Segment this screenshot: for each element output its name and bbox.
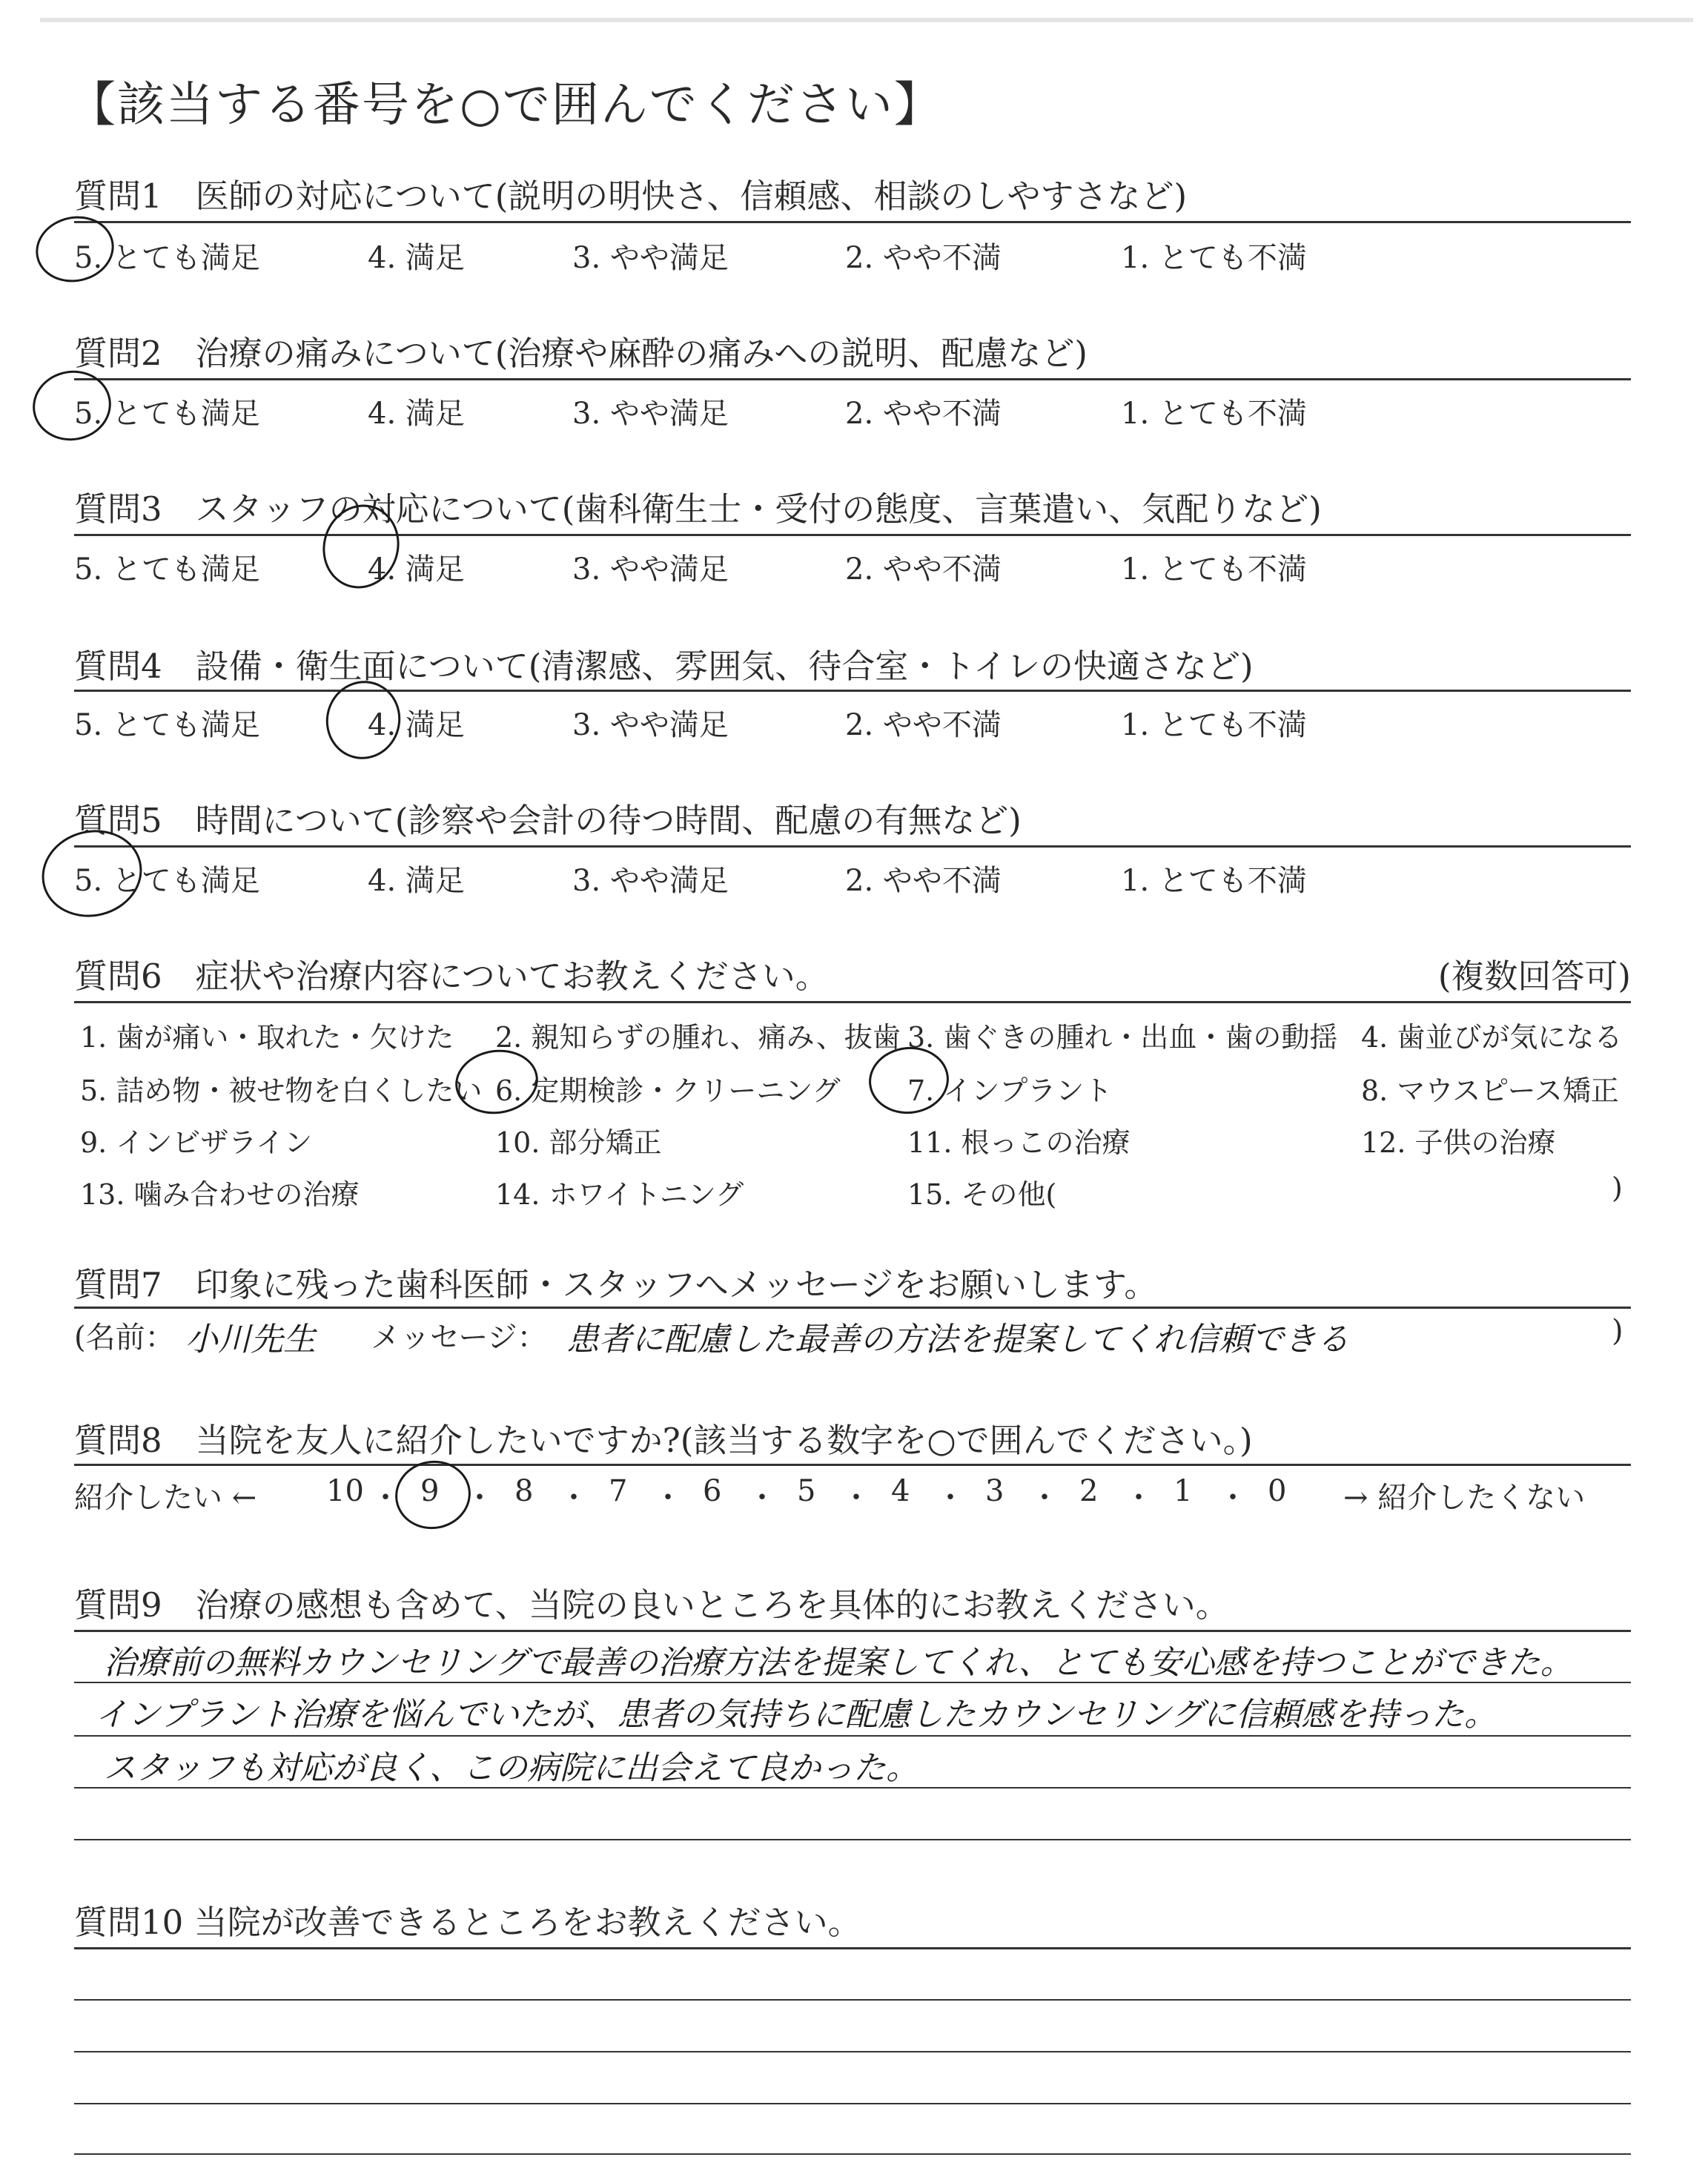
question-7-rule [74,1307,1631,1309]
q8-scale-separator: ・ [653,1481,683,1515]
q8-scale-separator: ・ [747,1481,777,1515]
q8-scale-8[interactable]: 8 [514,1474,534,1508]
q2-option-2[interactable]: 2. やや不満 [845,397,1002,431]
question-6-note: (複数回答可) [1437,957,1631,996]
question-9-line-4 [74,1839,1631,1840]
q4-option-1[interactable]: 1. とても不満 [1121,708,1307,742]
q4-option-4[interactable]: 4. 満足 [368,708,465,742]
question-1-rule [74,221,1631,223]
page-heading: 【該当する番号を○で囲んでください】 [68,78,943,133]
question-5-title: 質問5 時間について(診察や会計の待つ時間、配慮の有無など) [74,801,1022,840]
question-2-title: 質問2 治療の痛みについて(治療や麻酔の痛みへの説明、配慮など) [74,334,1088,373]
q3-option-5[interactable]: 5. とても満足 [74,552,260,587]
q8-scale-separator: ・ [1218,1481,1248,1515]
q6-option-9[interactable]: 9. インビザライン [80,1126,313,1159]
q4-option-3[interactable]: 3. やや満足 [572,708,729,742]
q1-option-4[interactable]: 4. 満足 [368,241,465,275]
question-3-rule [74,534,1631,536]
q6-option-10[interactable]: 10. 部分矯正 [495,1126,662,1159]
q8-scale-2[interactable]: 2 [1079,1474,1099,1508]
question-1-title: 質問1 医師の対応について(説明の明快さ、信頼感、相談のしやすさなど) [74,176,1188,216]
q6-option-6[interactable]: 6. 定期検診・クリーニング [495,1074,841,1107]
question-7-answer-line [74,1314,175,1356]
q6-option-15-close: ) [1612,1172,1623,1204]
q8-scale-0[interactable]: 0 [1268,1474,1287,1508]
q7-message-label: メッセージ： [371,1321,547,1355]
q8-right-label: → 紹介したくない [1343,1481,1586,1515]
question-10-line-3 [74,2103,1631,2104]
q8-scale-7[interactable]: 7 [609,1474,628,1508]
question-4-rule [74,690,1631,692]
q6-option-14[interactable]: 14. ホワイトニング [495,1178,744,1211]
q8-scale-separator: ・ [1124,1481,1153,1515]
question-10-line-2 [74,2051,1631,2052]
q8-scale-3[interactable]: 3 [985,1474,1004,1508]
q8-scale-separator: ・ [559,1481,589,1515]
q6-option-2[interactable]: 2. 親知らずの腫れ、痛み、抜歯 [495,1021,901,1054]
q1-option-1[interactable]: 1. とても不満 [1121,241,1307,275]
question-10-line-4 [74,2153,1631,2155]
q5-option-4[interactable]: 4. 満足 [368,864,465,898]
q1-option-5[interactable]: 5. とても満足 [74,241,260,275]
q8-selection-circle [390,1455,476,1535]
q1-option-3[interactable]: 3. やや満足 [572,241,729,275]
q3-option-3[interactable]: 3. やや満足 [572,552,729,587]
question-4-title: 質問4 設備・衛生面について(清潔感、雰囲気、待合室・トイレの快適さなど) [74,647,1254,686]
question-9-rule [74,1630,1631,1632]
q7-name-label: (名前： [74,1321,175,1355]
q3-option-2[interactable]: 2. やや不満 [845,552,1002,587]
q9-answer-line-3[interactable]: スタッフも対応が良く、この病院に出会えて良かった。 [104,1749,919,1787]
q6-option-3[interactable]: 3. 歯ぐきの腫れ・出血・歯の動揺 [907,1021,1338,1054]
q6-option-13[interactable]: 13. 噛み合わせの治療 [80,1178,360,1211]
q3-option-4[interactable]: 4. 満足 [368,552,465,587]
q8-scale-9[interactable]: 9 [420,1474,440,1508]
q6-option-1[interactable]: 1. 歯が痛い・取れた・欠けた [80,1021,454,1054]
q8-scale-5[interactable]: 5 [797,1474,816,1508]
q6-option-8[interactable]: 8. マウスピース矯正 [1361,1074,1619,1107]
q5-option-3[interactable]: 3. やや満足 [572,864,729,898]
q2-option-5[interactable]: 5. とても満足 [74,397,260,431]
q8-scale-separator: ・ [936,1481,965,1515]
q9-answer-line-2[interactable]: インプラント治療を悩んでいたが、患者の気持ちに配慮したカウンセリングに信頼感を持った。 [95,1696,1497,1734]
question-10-rule [74,1947,1631,1949]
q2-option-3[interactable]: 3. やや満足 [572,397,729,431]
q8-scale-separator: ・ [371,1481,400,1515]
q6-option-7[interactable]: 7. インプラント [907,1074,1113,1107]
question-9-title: 質問9 治療の感想も含めて、当院の良いところを具体的にお教えください。 [74,1585,1229,1625]
question-10-line-1 [74,1999,1631,2001]
q6-option-11[interactable]: 11. 根っこの治療 [907,1126,1131,1159]
q8-scale-separator: ・ [1030,1481,1059,1515]
q8-left-label: 紹介したい ← [74,1481,257,1515]
top-edge [40,18,1693,22]
q5-option-1[interactable]: 1. とても不満 [1121,864,1307,898]
q8-scale-separator: ・ [465,1481,494,1515]
question-6-rule [74,1001,1631,1003]
q2-option-4[interactable]: 4. 満足 [368,397,465,431]
question-10-title: 質問10 当院が改善できるところをお教えください。 [74,1903,861,1942]
q5-option-5[interactable]: 5. とても満足 [74,864,260,898]
q6-option-5[interactable]: 5. 詰め物・被せ物を白くしたい [80,1074,483,1107]
q7-name-value[interactable]: 小川先生 [185,1321,316,1358]
q2-selection-circle [27,365,117,447]
q7-message-value[interactable]: 患者に配慮した最善の方法を提案してくれ信頼できる [566,1321,1349,1358]
q7-close-paren: ) [1612,1314,1623,1348]
q3-option-1[interactable]: 1. とても不満 [1121,552,1307,587]
question-8-rule [74,1464,1631,1466]
question-7-title: 質問7 印象に残った歯科医師・スタッフへメッセージをお願いします。 [74,1265,1158,1304]
q6-option-12[interactable]: 12. 子供の治療 [1361,1126,1556,1159]
question-6-title: 質問6 症状や治療内容についてお教えください。 [74,957,829,996]
q8-scale-10[interactable]: 10 [326,1474,364,1508]
q4-option-2[interactable]: 2. やや不満 [845,708,1002,742]
q6-option-4[interactable]: 4. 歯並びが気になる [1361,1021,1623,1054]
q8-scale-4[interactable]: 4 [891,1474,910,1508]
q8-scale-1[interactable]: 1 [1174,1474,1193,1508]
q2-option-1[interactable]: 1. とても不満 [1121,397,1307,431]
question-2-rule [74,378,1631,380]
q8-scale-6[interactable]: 6 [703,1474,722,1508]
question-5-rule [74,845,1631,848]
question-3-title: 質問3 スタッフの対応について(歯科衛生士・受付の態度、言葉遣い、気配りなど) [74,489,1322,529]
q1-option-2[interactable]: 2. やや不満 [845,241,1002,275]
question-9-line-2 [74,1735,1631,1737]
q4-option-5[interactable]: 5. とても満足 [74,708,260,742]
question-8-title: 質問8 当院を友人に紹介したいですか?(該当する数字を○で囲んでください。) [74,1421,1253,1460]
q6-option-15[interactable]: 15. その他( [907,1178,1057,1211]
q9-answer-line-1[interactable]: 治療前の無料カウンセリングで最善の治療方法を提案してくれ、とても安心感を持つことができた。 [104,1644,1573,1682]
q8-scale-separator: ・ [841,1481,871,1515]
q5-option-2[interactable]: 2. やや不満 [845,864,1002,898]
